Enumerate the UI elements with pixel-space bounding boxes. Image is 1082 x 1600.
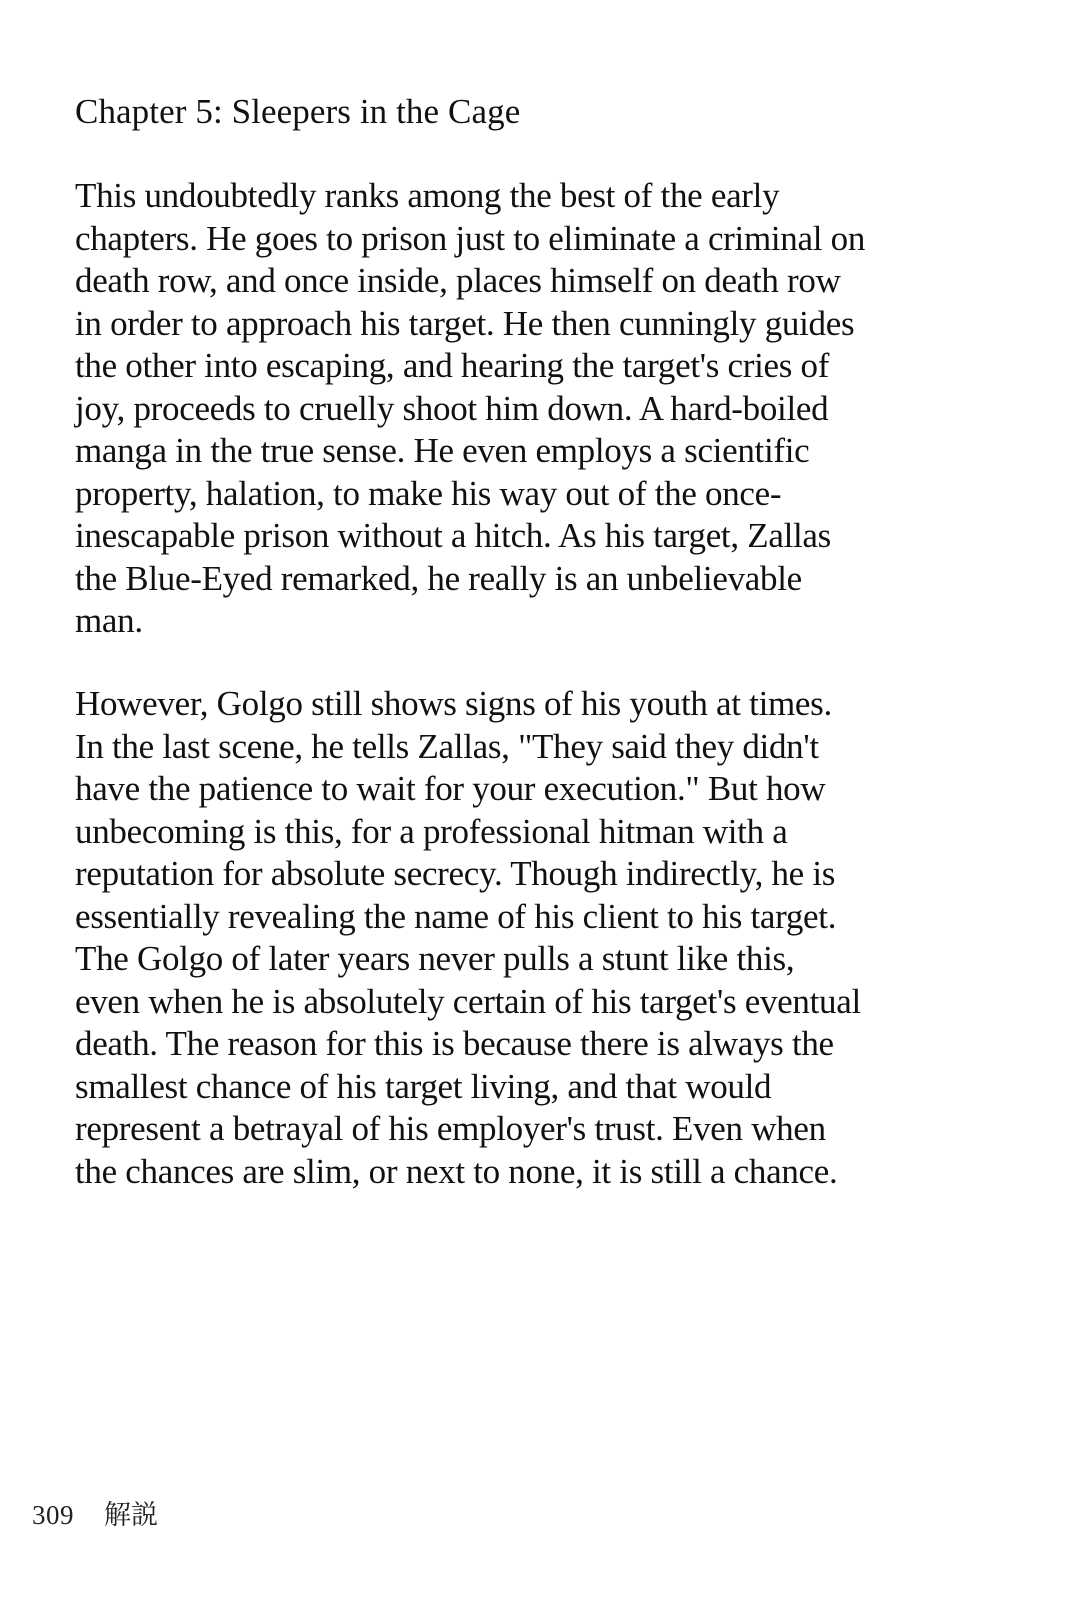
section-label: 解説 bbox=[104, 1500, 158, 1531]
text-line: However, Golgo still shows signs of his youth at times. bbox=[75, 684, 832, 723]
text-line: represent a betrayal of his employer's trust. Even when bbox=[75, 1109, 826, 1148]
text-line: This undoubtedly ranks among the best of the early bbox=[75, 176, 780, 215]
page-number: 309 bbox=[32, 1500, 74, 1530]
paragraph-2 bbox=[75, 683, 861, 1193]
text-line: reputation for absolute secrecy. Though indirectly, he is bbox=[75, 854, 836, 893]
text-line: have the patience to wait for your execution." But how bbox=[75, 769, 826, 808]
text-line: even when he is absolutely certain of his target's eventual bbox=[75, 981, 861, 1021]
text-line: in order to approach his target. He then cunningly guides bbox=[75, 303, 855, 343]
text-line: unbecoming is this, for a professional hitman with a bbox=[75, 811, 788, 851]
text-line: chapters. He goes to prison just to eliminate a criminal on bbox=[75, 218, 866, 258]
paragraph-1 bbox=[75, 175, 865, 643]
text-line: manga in the true sense. He even employs a scientific bbox=[75, 431, 810, 470]
text-line: smallest chance of his target living, and that would bbox=[75, 1066, 772, 1106]
text-line: man. bbox=[75, 601, 143, 640]
text-line: joy, proceeds to cruelly shoot him down. A hard-boiled bbox=[75, 388, 829, 428]
text-line: In the last scene, he tells Zallas, "They said they didn't bbox=[75, 726, 819, 766]
text-line: the chances are slim, or next to none, it is still a chance. bbox=[75, 1151, 838, 1191]
text-line: death. The reason for this is because there is always the bbox=[75, 1024, 834, 1063]
text-line: the Blue-Eyed remarked, he really is an unbelievable bbox=[75, 558, 802, 598]
text-line: inescapable prison without a hitch. As his target, Zallas bbox=[75, 516, 831, 555]
text-line: essentially revealing the name of his client to his target. bbox=[75, 896, 837, 936]
page-footer bbox=[32, 1493, 158, 1533]
text-line: property, halation, to make his way out of the once- bbox=[75, 473, 782, 513]
text-line: The Golgo of later years never pulls a stunt like this, bbox=[75, 939, 795, 978]
chapter-title: Chapter 5: Sleepers in the Cage bbox=[75, 92, 521, 131]
text-line: death row, and once inside, places himself on death row bbox=[75, 261, 841, 300]
text-line: the other into escaping, and hearing the target's cries of bbox=[75, 346, 830, 385]
